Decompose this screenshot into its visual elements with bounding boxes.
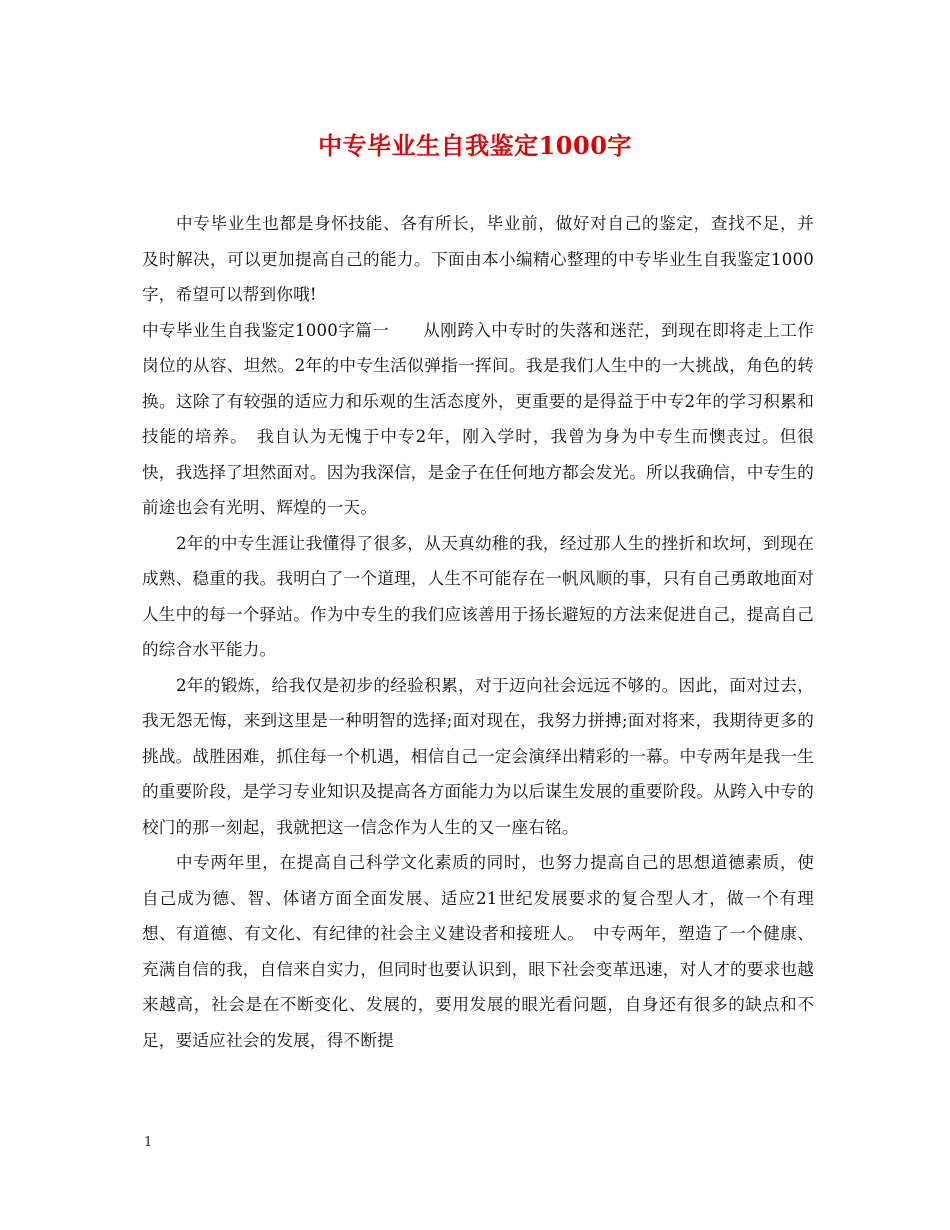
paragraph-training: 2年的锻炼，给我仅是初步的经验积累，对于迈向社会远远不够的。因此，面对过去，我无怨无悔，来到这里是一种明智的选择;面对现在，我努力拼搏;面对将来，我期待更多的挑战。战胜困难，抓住每一个机遇，相信自己一定会演绎出精彩的一幕。中专两年是我一生的重要阶段，是学习专业知识及提高各方面能力为以后谋生发展的重要阶段。从跨入中专的校门的那一刻起，我就把这一信念作为人生的又一座右铭。	[142, 675, 814, 837]
paragraph-intro: 中专毕业生也都是身怀技能、各有所长，毕业前，做好对自己的鉴定，查找不足，并及时解决，可以更加提高自己的能力。下面由本小编精心整理的中专毕业生自我鉴定1000字，希望可以帮到你哦!	[142, 214, 814, 304]
paragraph-section-one: 中专毕业生自我鉴定1000字篇一 从刚跨入中专时的失落和迷茫，到现在即将走上工作岗位的从容、坦然。2年的中专生活似弹指一挥间。我是我们人生中的一大挑战，角色的转换。这除了有较强的适应力和乐观的生活态度外，更重要的是得益于中专2年的学习积累和技能的培养。 我自认为无愧于中专2年，刚入学时，我曾为身为中专生而懊丧过。但很快，我选择了坦然面对。因为我深信，是金子在任何地方都会发光。所以我确信，中专生的前途也会有光明、辉煌的一天。	[142, 320, 814, 517]
page-number: 1	[144, 1135, 153, 1150]
paragraph-two-years: 2年的中专生涯让我懂得了很多，从天真幼稚的我，经过那人生的挫折和坎坷，到现在成熟、稳重的我。我明白了一个道理，人生不可能存在一帆风顺的事，只有自己勇敢地面对人生中的每一个驿站。作为中专生的我们应该善用于扬长避短的方法来促进自己，提高自己的综合水平能力。	[142, 533, 814, 659]
document-body	[142, 206, 814, 1058]
document-title: 中专毕业生自我鉴定1000字	[318, 131, 632, 160]
paragraph-quality: 中专两年里，在提高自己科学文化素质的同时，也努力提高自己的思想道德素质，使自己成为德、智、体诸方面全面发展、适应21世纪发展要求的复合型人才，做一个有理想、有道德、有文化、有纪律的社会主义建设者和接班人。 中专两年，塑造了一个健康、充满自信的我，自信来自实力，但同时也要认识到，眼下社会变革迅速，对人才的要求也越来越高，社会是在不断变化、发展的，要用发展的眼光看问题，自身还有很多的缺点和不足，要适应社会的发展，得不断提	[142, 853, 814, 1050]
